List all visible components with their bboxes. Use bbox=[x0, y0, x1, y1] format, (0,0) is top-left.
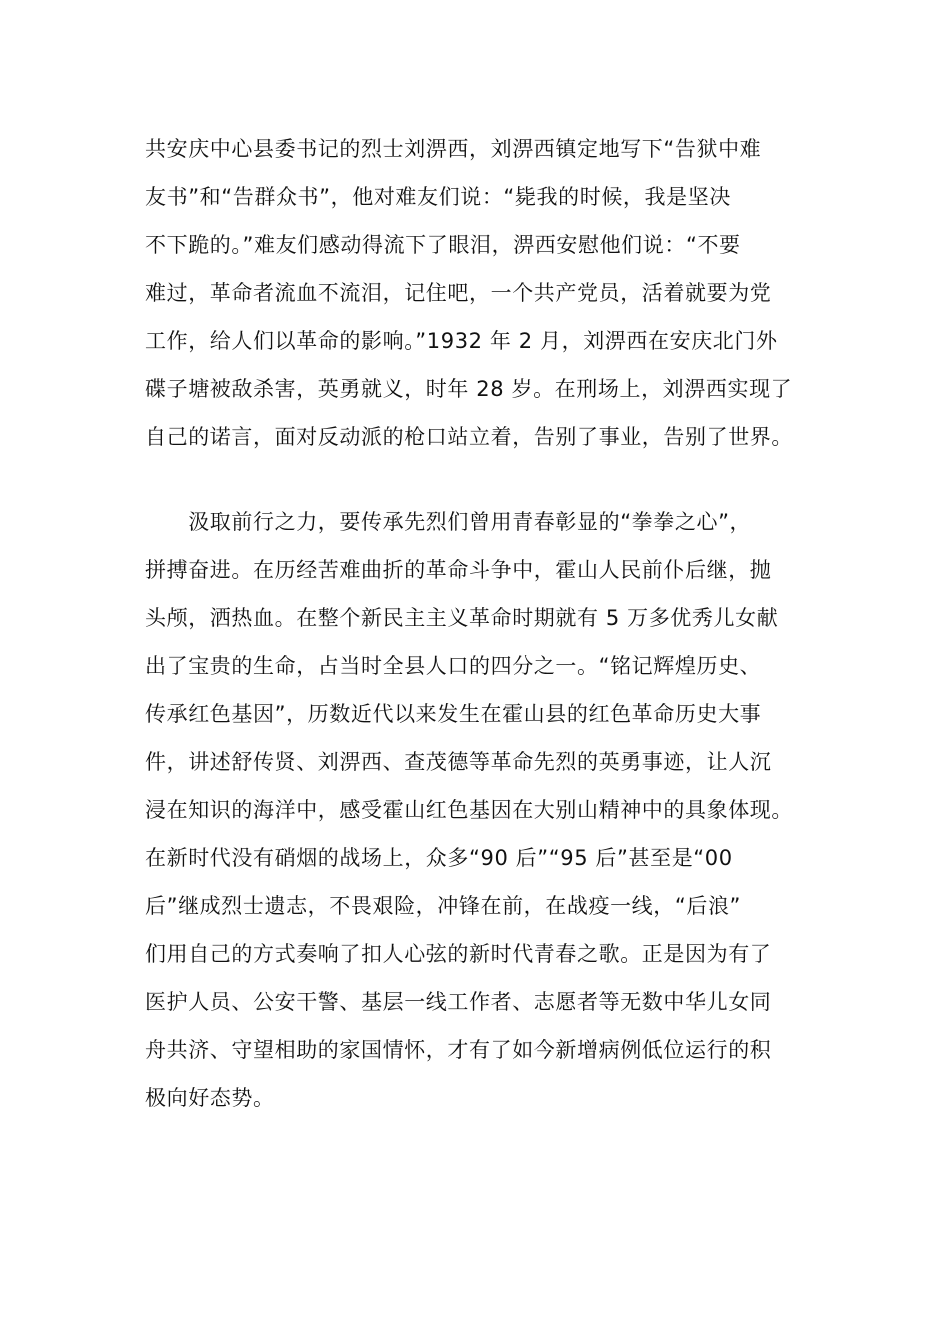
text-line: 件，讲述舒传贤、刘淠西、查茂德等革命先烈的英勇事迹，让人沉 bbox=[145, 750, 772, 774]
text-line: 头颅，洒热血。在整个新民主主义革命时期就有 5 万多优秀儿女献 bbox=[145, 606, 779, 630]
text-line: 极向好态势。 bbox=[145, 1086, 275, 1110]
text-line: 们用自己的方式奏响了扣人心弦的新时代青春之歌。正是因为有了 bbox=[145, 942, 772, 966]
text-line: 出了宝贵的生命，占当时全县人口的四分之一。“铭记辉煌历史、 bbox=[145, 654, 762, 678]
text-line: 自己的诺言，面对反动派的枪口站立着，告别了事业，告别了世界。 bbox=[145, 425, 793, 449]
paragraph-1 bbox=[145, 125, 815, 461]
text-line: 难过，革命者流血不流泪，记住吧，一个共产党员，活着就要为党 bbox=[145, 281, 772, 305]
text-line: 后”继成烈士遗志，不畏艰险，冲锋在前，在战疫一线，“后浪” bbox=[145, 894, 742, 918]
text-line: 不下跪的。”难友们感动得流下了眼泪，淠西安慰他们说：“不要 bbox=[145, 233, 741, 257]
text-line: 工作，给人们以革命的影响。”1932 年 2 月，刘淠西在安庆北门外 bbox=[145, 329, 778, 353]
text-line: 传承红色基因”，历数近代以来发生在霍山县的红色革命历史大事 bbox=[145, 702, 762, 726]
text-line: 浸在知识的海洋中，感受霍山红色基因在大别山精神中的具象体现。 bbox=[145, 798, 793, 822]
text-line: 拼搏奋进。在历经苦难曲折的革命斗争中，霍山人民前仆后继，抛 bbox=[145, 558, 772, 582]
text-line: 在新时代没有硝烟的战场上，众多“90 后”“95 后”甚至是“00 bbox=[145, 846, 733, 870]
text-line: 舟共济、守望相助的家国情怀，才有了如今新增病例低位运行的积 bbox=[145, 1038, 772, 1062]
text-line: 友书”和“告群众书”，他对难友们说：“毙我的时候，我是坚决 bbox=[145, 185, 731, 209]
text-line: 医护人员、公安干警、基层一线工作者、志愿者等无数中华儿女同 bbox=[145, 990, 772, 1014]
paragraph-2 bbox=[145, 498, 815, 1122]
text-line: 碟子塘被敌杀害，英勇就义，时年 28 岁。在刑场上，刘淠西实现了 bbox=[145, 377, 793, 401]
text-line: 共安庆中心县委书记的烈士刘淠西，刘淠西镇定地写下“告狱中难 bbox=[145, 137, 762, 161]
text-line: 汲取前行之力，要传承先烈们曾用青春彰显的“拳拳之心”， bbox=[145, 510, 752, 534]
